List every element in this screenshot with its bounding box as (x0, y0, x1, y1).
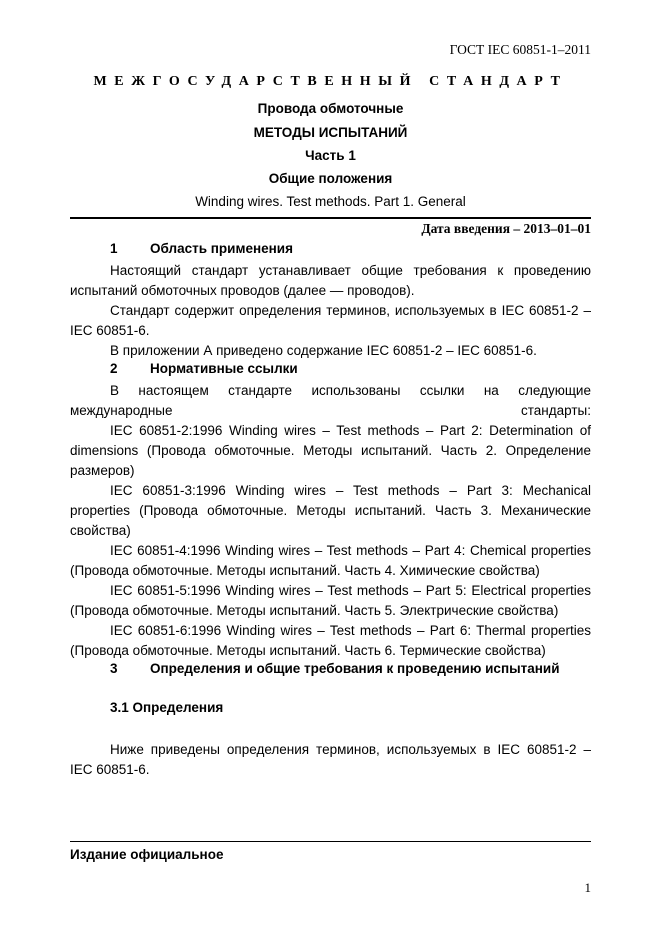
section-3-number: 3 (110, 661, 118, 676)
normative-reference: IEC 60851-5:1996 Winding wires – Test methods – Part 5: Electrical properties (Провода обмоточные. Методы испытаний. Часть 5. Электрические свойства) (70, 583, 591, 618)
normative-reference: IEC 60851-6:1996 Winding wires – Test methods – Part 6: Thermal properties (Провода обмоточные. Методы испытаний. Часть 6. Термические свойства) (70, 623, 591, 658)
normative-reference: IEC 60851-2:1996 Winding wires – Test methods – Part 2: Determination of dimensions (Провода обмоточные. Методы испытаний. Часть 2. Определение размеров) (70, 423, 591, 478)
section-1-paragraph: Настоящий стандарт устанавливает общие требования к проведению испытаний обмоточных проводов (далее — проводов). (70, 263, 591, 298)
section-2-heading (110, 361, 298, 376)
section-1-heading (110, 241, 293, 256)
title-line2: МЕТОДЫ ИСПЫТАНИЙ (253, 125, 408, 140)
normative-reference: IEC 60851-3:1996 Winding wires – Test methods – Part 3: Mechanical properties (Провода обмоточные. Методы испытаний. Часть 3. Механические свойства) (70, 483, 591, 538)
introduction-date: Дата введения – 2013–01–01 (421, 221, 591, 236)
section-3-title: Определения и общие требования к проведению испытаний (150, 661, 560, 676)
section-1-paragraph: В приложении А приведено содержание IEC 60851-2 – IEC 60851-6. (110, 343, 537, 358)
section-2-title: Нормативные ссылки (150, 361, 298, 376)
standard-code: ГОСТ IEC 60851-1–2011 (449, 42, 591, 57)
page-number: 1 (584, 880, 591, 895)
section-1-body (70, 261, 591, 361)
title-line1: Провода обмоточные (257, 101, 404, 116)
section-1-paragraph: Стандарт содержит определения терминов, используемых в IEC 60851-2 – IEC 60851-6. (70, 303, 591, 338)
title-part: Часть 1 (305, 148, 356, 163)
interstate-standard-banner: МЕЖГОСУДАРСТВЕННЫЙ СТАНДАРТ (93, 74, 568, 89)
normative-reference: IEC 60851-4:1996 Winding wires – Test methods – Part 4: Chemical properties (Провода обмоточные. Методы испытаний. Часть 4. Химические свойства) (70, 543, 591, 578)
section-3-heading (110, 661, 560, 676)
section-2-intro: В настоящем стандарте использованы ссылки на следующие международные стандарты: (70, 383, 591, 418)
section-2-body (70, 381, 591, 661)
title-subtitle: Общие положения (268, 171, 393, 186)
section-3-1-body (70, 740, 591, 780)
footer-divider (70, 841, 591, 842)
section-2-number: 2 (110, 361, 118, 376)
section-1-title: Область применения (150, 241, 293, 256)
section-1-number: 1 (110, 241, 118, 256)
section-3-1-heading: 3.1 Определения (110, 700, 224, 715)
official-edition-label: Издание официальное (70, 847, 224, 862)
title-english: Winding wires. Test methods. Part 1. General (195, 194, 466, 209)
section-3-1-paragraph: Ниже приведены определения терминов, используемых в IEC 60851-2 – IEC 60851-6. (70, 742, 591, 777)
title-divider (70, 217, 591, 219)
